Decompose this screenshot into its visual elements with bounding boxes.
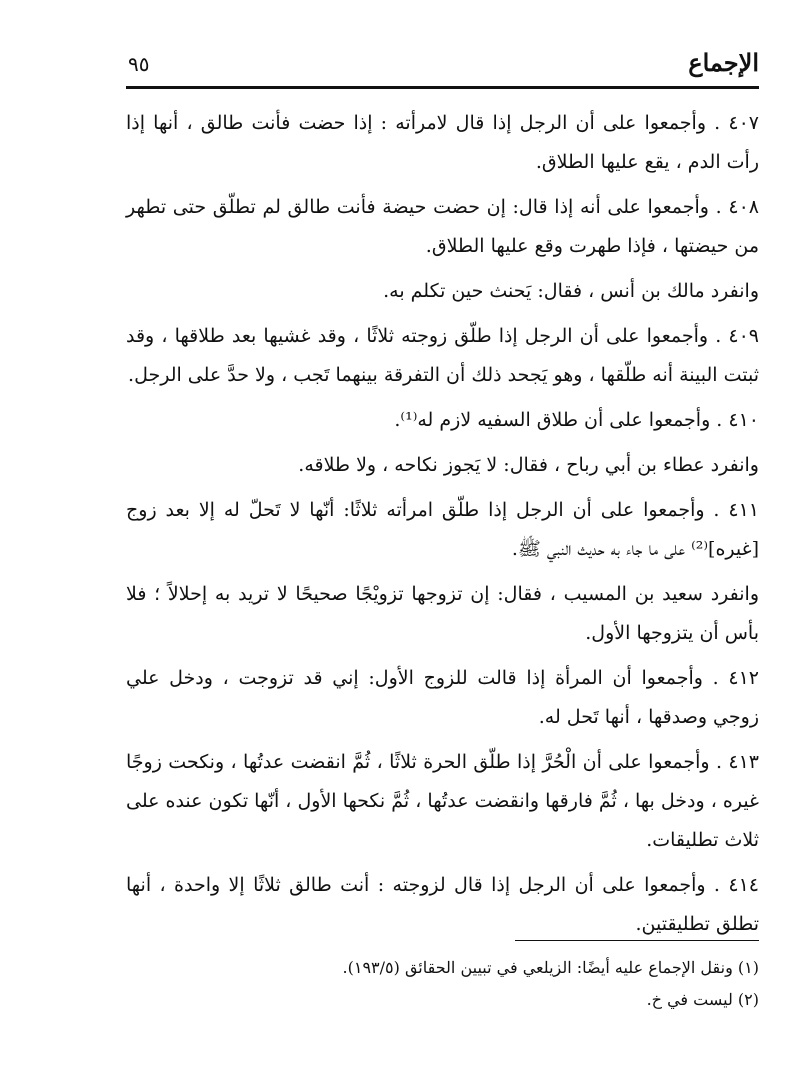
paragraph-409: ٤٠٩ . وأجمعوا على أن الرجل إذا طلّق زوجته ثلاثًا ، وقد غشيها بعد طلاقها ، وقد ثبتت البينة أنه طلّقها ، وهو يَجحد ذلك أن التفرقة بينهما تَجب ، ولا حدَّ على الرجل. [126, 325, 759, 386]
paragraph-407: ٤٠٧ . وأجمعوا على أن الرجل إذا قال لامرأته : إذا حضت فأنت طالق ، أنها إذا رأت الدم ، يقع عليها الطلاق. [126, 112, 759, 173]
main-text [126, 104, 759, 950]
footnotes [126, 952, 759, 1016]
page-number: ٩٥ [128, 52, 150, 76]
paragraph-414: ٤١٤ . وأجمعوا على أن الرجل إذا قال لزوجته : أنت طالق ثلاثًا إلا واحدة ، أنها تطلق تطليقتين. [126, 874, 759, 935]
paragraph-411: ٤١١ . وأجمعوا على أن الرجل إذا طلّق امرأته ثلاثًا: أنّها لا تَحلّ له إلا بعد زوج [غيره]⁽²⁾ على ما جاء به حديث النبي ﷺ. [126, 499, 759, 560]
footnote-2: (٢) ليست في خ. [646, 990, 759, 1009]
paragraph-408: ٤٠٨ . وأجمعوا على أنه إذا قال: إن حضت حيضة فأنت طالق لم تطلّق حتى تطهر من حيضتها ، فإذا طهرت وقع عليها الطلاق. [126, 196, 759, 257]
footnote-rule [515, 940, 759, 941]
paragraph-413: ٤١٣ . وأجمعوا على أن الْحُرَّ إذا طلّق الحرة ثلاثًا ، ثُمَّ انقضت عدتُها ، ونكحت زوجًا غيره ، ودخل بها ، ثُمَّ فارقها وانقضت عدتُها ، ثُمَّ نكحها الأول ، أنّها تكون عنده على ثلاث تطليقات. [126, 751, 759, 851]
paragraph-410: ٤١٠ . وأجمعوا على أن طلاق السفيه لازم له⁽¹⁾. [394, 409, 759, 431]
page-header [126, 42, 759, 92]
footnote-1: (١) ونقل الإجماع عليه أيضًا: الزيلعي في تبيين الحقائق (١٩٣/٥). [342, 958, 759, 977]
paragraph-412: ٤١٢ . وأجمعوا أن المرأة إذا قالت للزوج الأول: إني قد تزوجت ، ودخل علي زوجي وصدقها ، أنها تَحل له. [126, 667, 759, 728]
paragraph-said-note: وانفرد سعيد بن المسيب ، فقال: إن تزوجها تزويْجًا صحيحًا لا تريد به إحلالاً ؛ فلا بأس أن يتزوجها الأول. [126, 583, 759, 644]
paragraph-malik-note: وانفرد مالك بن أنس ، فقال: يَحنث حين تكلم به. [383, 280, 759, 302]
chapter-title: الإجماع [688, 48, 759, 77]
paragraph-ata-note: وانفرد عطاء بن أبي رباح ، فقال: لا يَجوز نكاحه ، ولا طلاقه. [298, 454, 759, 476]
header-rule [126, 86, 759, 89]
